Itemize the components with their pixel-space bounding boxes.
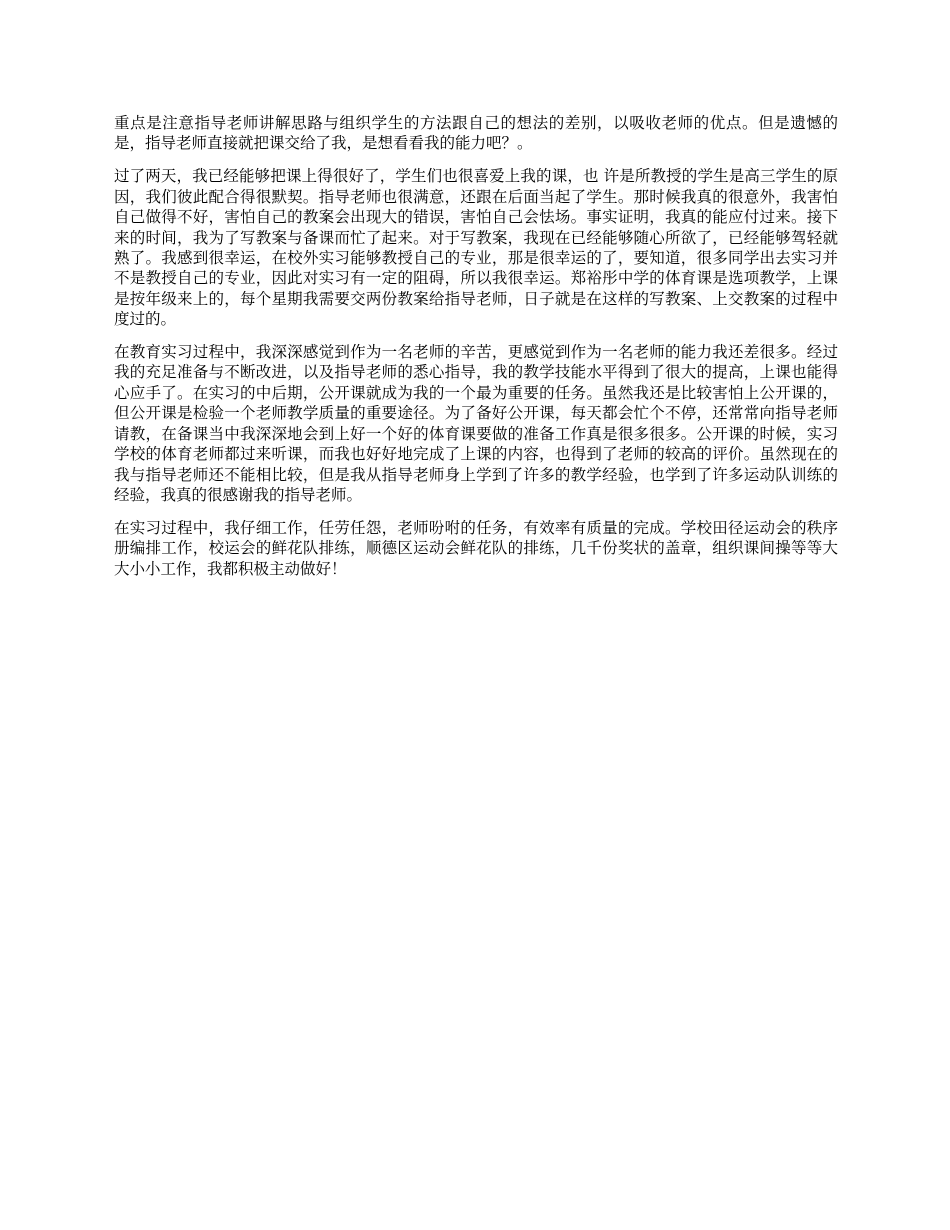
paragraph-4: 在实习过程中，我仔细工作，任劳任怨，老师吩咐的任务，有效率有质量的完成。学校田径运动会的秩序册编排工作，校运会的鲜花队排练，顺德区运动会鲜花队的排练，几千份奖状的盖章，组织课间操等等大大小小工作，我都积极主动做好！ xyxy=(114,518,838,578)
paragraph-2: 过了两天，我已经能够把课上得很好了，学生们也很喜爱上我的课，也 许是所教授的学生是高三学生的原因，我们彼此配合得很默契。指导老师也很满意，还跟在后面当起了学生。那时候我真的很意外，我害怕自己做得不好，害怕自己的教案会出现大的错误，害怕自己会怯场。事实证明，我真的能应付过来。接下来的时间，我为了写教案与备课而忙了起来。对于写教案，我现在已经能够随心所欲了，已经能够驾轻就熟了。我感到很幸运，在校外实习能够教授自己的专业，那是很幸运的了，要知道，很多同学出去实习并不是教授自己的专业，因此对实习有一定的阻碍，所以我很幸运。郑裕彤中学的体育课是选项教学，上课是按年级来上的，每个星期我需要交两份教案给指导老师，日子就是在这样的写教案、上交教案的过程中度过的。 xyxy=(114,167,838,329)
paragraph-3: 在教育实习过程中，我深深感觉到作为一名老师的辛苦，更感觉到作为一名老师的能力我还差很多。经过我的充足准备与不断改进，以及指导老师的悉心指导，我的教学技能水平得到了很大的提高，上课也能得心应手了。在实习的中后期，公开课就成为我的一个最为重要的任务。虽然我还是比较害怕上公开课的，但公开课是检验一个老师教学质量的重要途径。为了备好公开课，每天都会忙个不停，还常常向指导老师请教，在备课当中我深深地会到上好一个好的体育课要做的准备工作真是很多很多。公开课的时候，实习学校的体育老师都过来听课，而我也好好地完成了上课的内容，也得到了老师的较高的评价。虽然现在的我与指导老师还不能相比较，但是我从指导老师身上学到了许多的教学经验，也学到了许多运动队训练的经验，我真的很感谢我的指导老师。 xyxy=(114,343,838,504)
paragraph-1: 重点是注意指导老师讲解思路与组织学生的方法跟自己的想法的差别，以吸收老师的优点。但是遗憾的是，指导老师直接就把课交给了我，是想看看我的能力吧？。 xyxy=(114,114,838,153)
document-body xyxy=(114,113,838,592)
